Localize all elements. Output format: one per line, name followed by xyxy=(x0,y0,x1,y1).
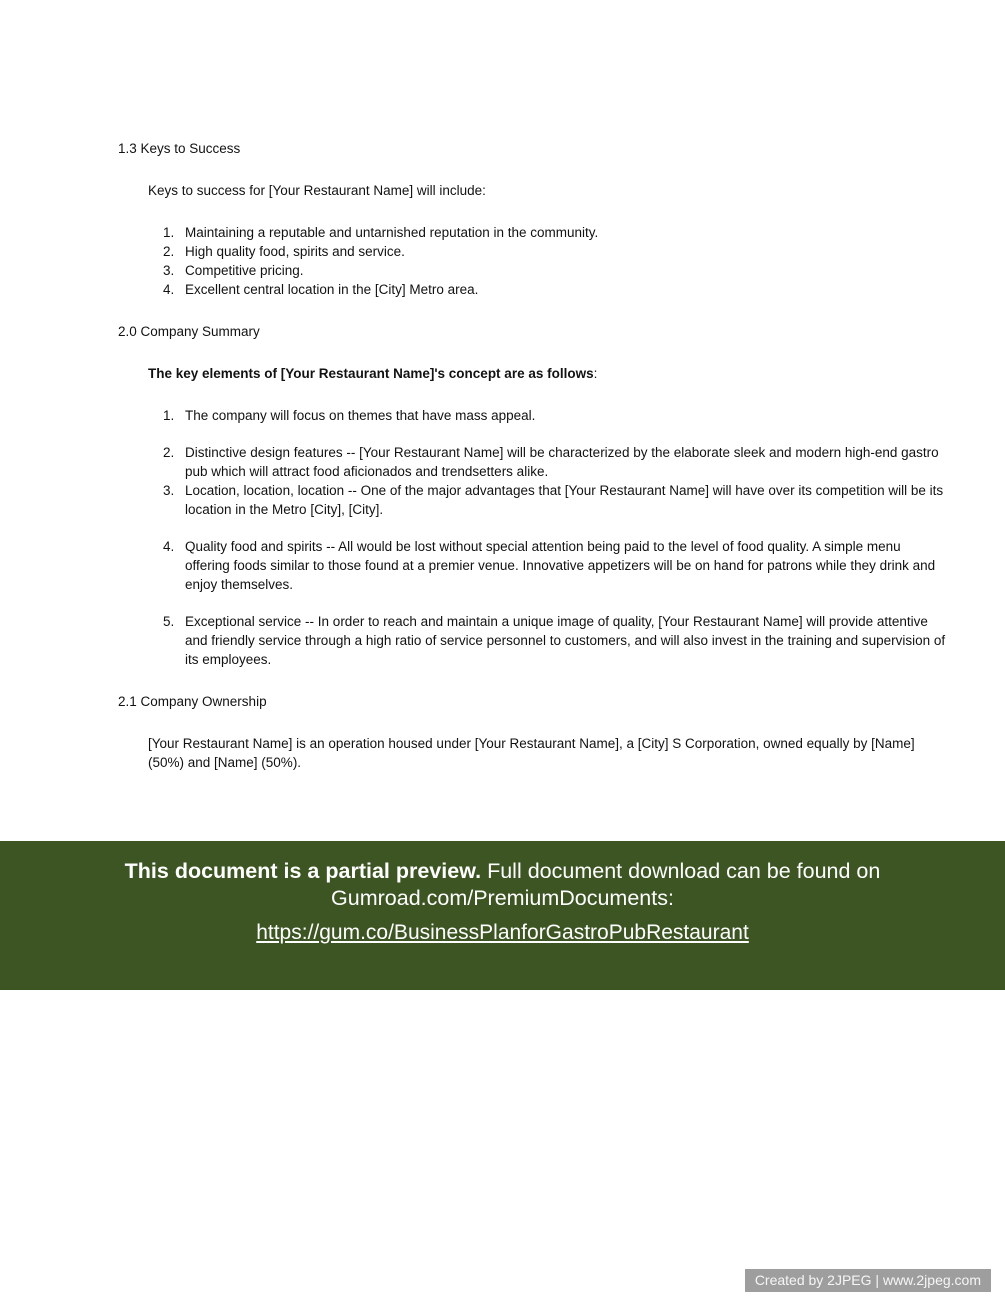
preview-banner-bold-text: This document is a partial preview. xyxy=(124,859,482,883)
section-heading-company-summary: 2.0 Company Summary xyxy=(118,324,260,339)
concept-elements-list xyxy=(148,406,947,669)
preview-banner-link-row xyxy=(0,921,1005,945)
keys-to-success-list xyxy=(148,223,947,299)
preview-banner xyxy=(0,841,1005,990)
summary-intro-bold: The key elements of [Your Restaurant Name]'s concept are as follows xyxy=(148,366,594,381)
list-item: 4. Quality food and spirits -- All would be lost without special attention being paid to the level of food quality. A simple menu offering foods similar to those found at a premier venue. Innovative appetizers will be on hand for patrons while they drink and enjoy themselves. xyxy=(178,537,947,594)
section-heading-keys-to-success: 1.3 Keys to Success xyxy=(118,141,241,156)
list-item: 1. Maintaining a reputable and untarnished reputation in the community. xyxy=(178,223,947,242)
list-item: 3. Location, location, location -- One of the major advantages that [Your Restaurant Name] will have over its competition will be its location in the Metro [City], [City]. xyxy=(178,481,947,519)
section-heading-company-ownership: 2.1 Company Ownership xyxy=(118,694,267,709)
list-item: 4. Excellent central location in the [City] Metro area. xyxy=(178,280,947,299)
preview-banner-regular-text: Full document download can be found on Gumroad.com/PremiumDocuments: xyxy=(331,859,881,910)
watermark-credit: Created by 2JPEG | www.2jpeg.com xyxy=(745,1269,991,1292)
list-item: 5. Exceptional service -- In order to reach and maintain a unique image of quality, [Your Restaurant Name] will provide attentive and friendly service through a high ratio of service personnel to customers, and will also invest in the training and supervision of its employees. xyxy=(178,612,947,669)
ownership-paragraph: [Your Restaurant Name] is an operation housed under [Your Restaurant Name], a [City] S Corporation, owned equally by [Name] (50%) and [Name] (50%). xyxy=(148,736,915,770)
list-item: 2. Distinctive design features -- [Your Restaurant Name] will be characterized by the elaborate sleek and modern high-end gastro pub which will attract food aficionados and trendsetters alike. xyxy=(178,443,947,481)
document-content xyxy=(118,139,947,772)
preview-banner-text xyxy=(77,858,929,912)
list-item: 2. High quality food, spirits and service. xyxy=(178,242,947,261)
list-item: 1. The company will focus on themes that have mass appeal. xyxy=(178,406,947,425)
gumroad-download-link[interactable]: https://gum.co/BusinessPlanforGastroPubRestaurant xyxy=(256,921,749,944)
list-item: 3. Competitive pricing. xyxy=(178,261,947,280)
summary-intro-colon: : xyxy=(593,366,598,381)
summary-intro-paragraph xyxy=(148,364,947,383)
keys-intro-paragraph: Keys to success for [Your Restaurant Name] will include: xyxy=(148,183,486,198)
